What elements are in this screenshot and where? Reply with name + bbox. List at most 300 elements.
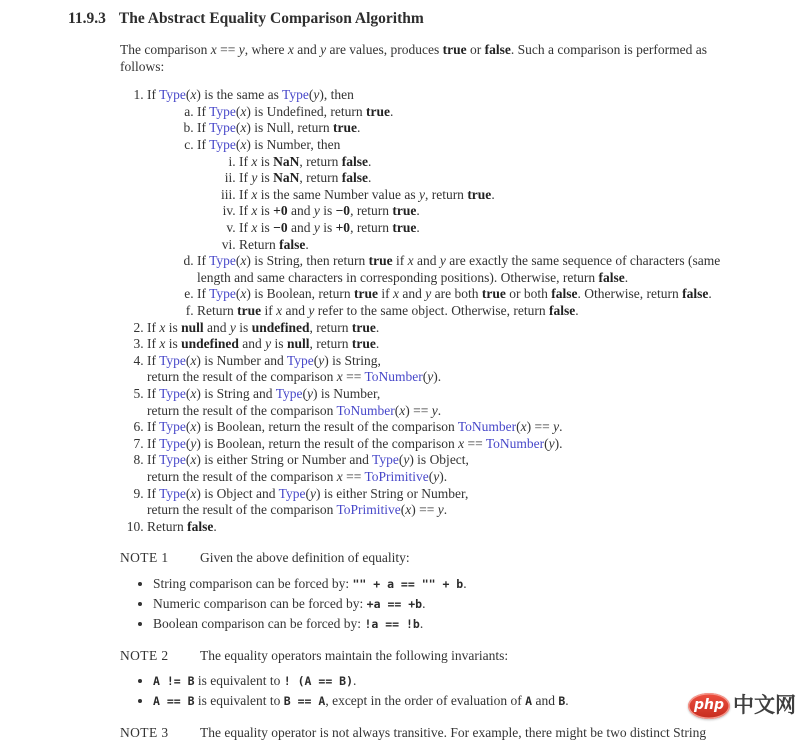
- text-segment: A: [525, 694, 533, 709]
- text-segment: Given the above definition of equality:: [200, 550, 410, 566]
- text-segment: If: [197, 253, 210, 269]
- text-segment: (: [185, 385, 191, 401]
- algorithm-step: [197, 286, 780, 303]
- text-segment: ) is Undefined, return: [246, 103, 367, 119]
- text-segment: length and same characters in corresponding positions). Otherwise, return: [197, 269, 599, 285]
- note-1: [120, 550, 780, 632]
- section-number: 11.9.3: [68, 10, 106, 27]
- text-segment: !a == !b: [364, 617, 420, 632]
- algorithm-step: [197, 303, 780, 320]
- text-segment: ) is Number,: [312, 385, 381, 401]
- text-segment: .: [437, 402, 442, 418]
- text-segment: , return: [350, 203, 393, 219]
- type-link[interactable]: Type: [286, 352, 314, 368]
- algorithm-step: [147, 419, 780, 436]
- text-segment: If: [147, 452, 160, 468]
- algorithm-list: [120, 87, 780, 535]
- type-link[interactable]: Type: [159, 87, 186, 103]
- text-segment: y: [318, 352, 325, 368]
- note-row: [120, 648, 780, 665]
- text-segment: y: [320, 42, 327, 58]
- text-segment: NaN: [273, 170, 300, 186]
- text-segment: (: [400, 502, 406, 518]
- note-bullet: [153, 693, 780, 710]
- text-segment: false: [279, 236, 306, 252]
- algorithm-step: [239, 154, 780, 171]
- text-segment: y: [403, 452, 410, 468]
- text-segment: If: [147, 419, 160, 435]
- text-segment: (: [516, 419, 521, 435]
- text-segment: false: [682, 286, 709, 302]
- text-segment: ) is either String or Number,: [315, 485, 469, 501]
- text-segment: x: [407, 253, 414, 269]
- text-segment: If: [197, 103, 210, 119]
- type-link[interactable]: Type: [159, 485, 186, 501]
- text-segment: ==: [216, 42, 239, 58]
- text-segment: x: [336, 468, 343, 484]
- text-segment: is: [257, 170, 274, 186]
- text-segment: ), then: [319, 87, 354, 103]
- type-link[interactable]: Type: [372, 452, 399, 468]
- text-segment: The comparison: [120, 42, 211, 58]
- algorithm-step: [197, 120, 780, 137]
- text-segment: Numeric comparison can be forced by:: [153, 595, 367, 611]
- text-segment: return the result of the comparison: [147, 402, 337, 418]
- text-segment: is: [257, 153, 274, 169]
- text-segment: is: [319, 220, 336, 235]
- text-segment: true: [351, 336, 376, 352]
- type-link[interactable]: Type: [159, 385, 186, 401]
- text-segment: x: [251, 153, 258, 169]
- text-segment: .: [368, 153, 372, 169]
- text-segment: .: [390, 103, 394, 119]
- text-segment: ) ==: [405, 402, 432, 418]
- text-segment: if: [378, 286, 394, 302]
- text-segment: .: [416, 220, 420, 235]
- type-link[interactable]: Type: [209, 253, 236, 269]
- text-segment: (: [185, 435, 191, 451]
- text-segment: x: [393, 286, 400, 302]
- text-segment: If: [197, 137, 210, 153]
- note-2: [120, 648, 780, 710]
- text-segment: ) is either String or Number and: [196, 452, 373, 468]
- text-segment: are values, produces: [326, 42, 443, 58]
- text-segment: +0: [273, 203, 288, 219]
- note-row: [120, 725, 780, 742]
- algorithm-step: [147, 87, 780, 319]
- section-title: The Abstract Equality Comparison Algorithm: [118, 10, 424, 27]
- text-segment: and: [293, 42, 321, 58]
- text-segment: String comparison can be forced by:: [153, 575, 353, 591]
- text-segment: A != B: [153, 674, 195, 689]
- text-segment: y: [251, 170, 258, 186]
- text-segment: +0: [335, 220, 351, 235]
- text-segment: (: [235, 253, 241, 269]
- text-segment: is: [319, 203, 336, 219]
- text-segment: (: [185, 419, 191, 435]
- text-segment: true: [481, 286, 506, 302]
- algorithm-step: [239, 170, 780, 187]
- text-segment: If: [147, 352, 160, 368]
- algorithm-step: [147, 452, 780, 485]
- algorithm-step: [239, 220, 780, 237]
- text-segment: null: [286, 336, 310, 352]
- text-segment: or both: [505, 286, 552, 302]
- text-segment: If: [239, 203, 252, 219]
- note-label: NOTE 2: [120, 647, 169, 663]
- text-segment: . Such a comparison is performed as: [510, 42, 707, 58]
- text-segment: ==: [342, 369, 365, 385]
- text-segment: or: [466, 42, 485, 58]
- text-segment: true: [333, 120, 358, 136]
- text-segment: If: [239, 220, 252, 235]
- note-bullet-list: [120, 673, 780, 710]
- text-segment: .: [565, 693, 569, 709]
- text-segment: +a == +b: [366, 596, 423, 611]
- tonumber-link[interactable]: ToNumber: [457, 419, 517, 435]
- algorithm-step: [197, 253, 780, 286]
- type-link[interactable]: Type: [159, 419, 186, 435]
- text-segment: x: [458, 435, 465, 451]
- text-segment: y: [425, 286, 432, 302]
- note-bullet: [153, 673, 780, 690]
- text-segment: is: [257, 203, 274, 219]
- type-link[interactable]: Type: [159, 352, 186, 368]
- text-segment: ) is the same as: [196, 87, 283, 103]
- text-segment: true: [467, 186, 492, 202]
- text-segment: ! (A == B): [283, 674, 354, 689]
- text-segment: (: [185, 352, 191, 368]
- text-segment: x: [190, 452, 197, 468]
- text-segment: If: [147, 319, 160, 335]
- algorithm-step: [147, 386, 780, 419]
- type-link[interactable]: Type: [209, 103, 236, 119]
- intro-paragraph: [120, 42, 780, 75]
- text-segment: false: [187, 518, 214, 534]
- text-segment: ==: [464, 435, 486, 451]
- text-segment: x: [240, 137, 247, 153]
- section-heading: [68, 9, 770, 28]
- text-segment: y: [229, 319, 236, 335]
- toprimitive-link[interactable]: ToPrimitive: [336, 502, 401, 518]
- text-segment: ).: [554, 435, 563, 451]
- algorithm-step: [147, 320, 780, 337]
- text-segment: x: [251, 186, 258, 202]
- text-segment: is: [165, 319, 182, 335]
- text-segment: .: [305, 236, 309, 252]
- algorithm-step: [147, 486, 780, 519]
- text-segment: , return: [350, 220, 393, 235]
- text-segment: true: [368, 253, 393, 269]
- text-segment: false: [551, 286, 578, 302]
- algorithm-step: [147, 336, 780, 353]
- text-segment: −0: [273, 220, 288, 235]
- text-segment: −0: [335, 203, 351, 219]
- text-segment: x: [190, 385, 197, 401]
- text-segment: ) is String,: [324, 352, 381, 368]
- text-segment: .: [443, 502, 448, 518]
- text-segment: y: [439, 253, 446, 269]
- text-segment: x: [159, 319, 166, 335]
- text-segment: y: [548, 435, 555, 451]
- text-segment: and: [287, 203, 314, 219]
- text-segment: is the same Number value as: [257, 186, 419, 202]
- text-segment: and: [203, 319, 230, 335]
- text-segment: ) ==: [526, 419, 554, 435]
- text-segment: y: [308, 302, 315, 318]
- text-segment: Return: [197, 302, 238, 318]
- type-link[interactable]: Type: [209, 286, 236, 302]
- text-segment: (: [313, 352, 319, 368]
- note-text: [200, 725, 780, 742]
- text-segment: .: [375, 336, 380, 352]
- text-segment: and: [282, 302, 309, 318]
- text-segment: x: [240, 103, 247, 119]
- text-segment: y: [427, 369, 434, 385]
- text-segment: .: [575, 302, 579, 318]
- algorithm-sublist: [147, 104, 780, 320]
- text-segment: (: [305, 485, 310, 501]
- text-segment: x: [210, 42, 217, 58]
- text-segment: If: [197, 120, 210, 136]
- text-segment: return the result of the comparison: [147, 502, 337, 518]
- note-3: [120, 725, 780, 742]
- text-segment: .: [213, 518, 217, 534]
- type-link[interactable]: Type: [209, 137, 236, 153]
- text-segment: ).: [439, 468, 448, 484]
- type-link[interactable]: Type: [159, 452, 186, 468]
- text-segment: (: [185, 485, 191, 501]
- section-content: [120, 42, 780, 741]
- text-segment: .: [708, 286, 712, 302]
- text-segment: (: [235, 137, 241, 153]
- algorithm-sublist: [197, 154, 780, 254]
- text-segment: x: [240, 286, 247, 302]
- text-segment: and: [287, 220, 314, 235]
- text-segment: B == A: [283, 694, 326, 709]
- type-link[interactable]: Type: [275, 385, 303, 401]
- text-segment: , except in the order of evaluation of: [325, 693, 526, 709]
- text-segment: are both: [431, 286, 482, 302]
- text-segment: .: [419, 616, 424, 632]
- text-segment: .: [375, 319, 380, 335]
- text-segment: y: [553, 419, 560, 435]
- text-segment: "" + a == "" + b: [352, 576, 464, 591]
- text-segment: (: [235, 286, 241, 302]
- text-segment: true: [392, 220, 417, 235]
- text-segment: x: [190, 87, 197, 103]
- text-segment: true: [442, 42, 467, 58]
- text-segment: If: [239, 170, 252, 186]
- text-segment: is: [165, 336, 182, 352]
- text-segment: ) is Number, then: [246, 137, 341, 153]
- text-segment: , return: [299, 170, 342, 186]
- text-segment: false: [341, 170, 368, 186]
- text-segment: If: [147, 435, 160, 451]
- text-segment: true: [351, 319, 376, 335]
- text-segment: Return: [147, 518, 188, 534]
- text-segment: , return: [309, 319, 352, 335]
- text-segment: .: [624, 269, 629, 285]
- text-segment: The equality operator is not always transitive. For example, there might be two distinct String: [200, 724, 707, 740]
- text-segment: y: [238, 42, 245, 58]
- text-segment: y: [313, 87, 320, 103]
- text-segment: (: [428, 468, 434, 484]
- text-segment: y: [265, 336, 272, 352]
- text-segment: ) is Number and: [196, 352, 287, 368]
- text-segment: Return: [239, 236, 280, 252]
- text-segment: x: [190, 352, 197, 368]
- text-segment: y: [313, 203, 320, 219]
- text-segment: y: [418, 186, 425, 202]
- text-segment: y: [306, 385, 313, 401]
- text-segment: x: [336, 369, 343, 385]
- text-segment: x: [520, 419, 527, 435]
- text-segment: true: [354, 286, 379, 302]
- text-segment: false: [598, 269, 625, 285]
- text-segment: y: [190, 435, 197, 451]
- php-logo-icon: php: [688, 693, 730, 719]
- text-segment: ) is Boolean, return: [246, 286, 355, 302]
- text-segment: (: [235, 103, 241, 119]
- text-segment: x: [240, 120, 247, 136]
- text-segment: and: [532, 693, 559, 709]
- text-segment: x: [251, 220, 258, 235]
- tonumber-link[interactable]: ToNumber: [364, 369, 423, 385]
- text-segment: x: [190, 419, 197, 435]
- note-label: NOTE 3: [120, 724, 169, 740]
- algorithm-step: [239, 203, 780, 220]
- text-segment: .: [559, 419, 563, 435]
- note-text: [200, 648, 780, 665]
- text-segment: The equality operators maintain the following invariants:: [200, 647, 509, 663]
- text-segment: and: [413, 253, 440, 269]
- text-segment: ) is Null, return: [246, 120, 334, 136]
- text-segment: x: [276, 302, 283, 318]
- text-segment: A == B: [153, 694, 195, 709]
- text-segment: x: [251, 203, 258, 219]
- watermark: [688, 693, 796, 719]
- text-segment: y: [433, 468, 440, 484]
- text-segment: ==: [342, 468, 365, 484]
- text-segment: and: [399, 286, 426, 302]
- note-bullet-list: [120, 576, 780, 633]
- text-segment: (: [302, 385, 307, 401]
- text-segment: is equivalent to: [194, 673, 284, 689]
- text-segment: ) is Boolean, return the result of the comparison: [196, 419, 458, 435]
- text-segment: x: [240, 253, 247, 269]
- text-segment: If: [147, 336, 160, 352]
- note-label: NOTE 1: [120, 550, 169, 566]
- text-segment: ) ==: [411, 502, 438, 518]
- text-segment: (: [398, 452, 404, 468]
- text-segment: B: [558, 694, 566, 709]
- algorithm-step: [197, 137, 780, 253]
- note-bullet: [153, 616, 780, 633]
- text-segment: follows:: [120, 58, 165, 74]
- text-segment: (: [308, 87, 314, 103]
- text-segment: refer to the same object. Otherwise, return: [314, 302, 550, 318]
- text-segment: return the result of the comparison: [147, 369, 337, 385]
- text-segment: false: [549, 302, 576, 318]
- text-segment: .: [416, 203, 420, 219]
- text-segment: x: [405, 502, 412, 518]
- text-segment: is equivalent to: [194, 693, 284, 709]
- text-segment: undefined: [251, 319, 310, 335]
- text-segment: (: [394, 402, 400, 418]
- text-segment: , return: [424, 186, 468, 202]
- text-segment: false: [341, 153, 368, 169]
- text-segment: x: [159, 336, 166, 352]
- text-segment: (: [235, 120, 241, 136]
- text-segment: is: [257, 220, 274, 235]
- algorithm-step: [239, 187, 780, 204]
- text-segment: If: [147, 87, 160, 103]
- text-segment: , return: [299, 153, 342, 169]
- text-segment: ) is String, then return: [246, 253, 369, 269]
- text-segment: is: [271, 336, 287, 352]
- text-segment: (: [185, 452, 191, 468]
- text-segment: y: [313, 220, 320, 235]
- algorithm-step: [147, 353, 780, 386]
- tonumber-link[interactable]: ToNumber: [336, 402, 395, 418]
- type-link[interactable]: Type: [282, 87, 309, 103]
- text-segment: , where: [244, 42, 288, 58]
- text-segment: ) is Object,: [409, 452, 469, 468]
- text-segment: y: [431, 402, 438, 418]
- text-segment: .: [357, 120, 361, 136]
- toprimitive-link[interactable]: ToPrimitive: [364, 468, 429, 484]
- text-segment: are exactly the same sequence of characters (same: [445, 253, 721, 269]
- text-segment: .: [353, 673, 357, 689]
- text-segment: (: [544, 435, 549, 451]
- algorithm-step: [239, 237, 780, 254]
- text-segment: is: [235, 319, 252, 335]
- text-segment: true: [237, 302, 262, 318]
- watermark-site-name: 中文网: [733, 693, 796, 718]
- text-segment: NaN: [273, 153, 300, 169]
- text-segment: If: [147, 485, 160, 501]
- text-segment: If: [239, 186, 252, 202]
- text-segment: . Otherwise, return: [577, 286, 683, 302]
- text-segment: undefined: [181, 336, 239, 352]
- text-segment: true: [366, 103, 391, 119]
- text-segment: x: [190, 485, 197, 501]
- algorithm-step: [147, 519, 780, 536]
- text-segment: ) is String and: [196, 385, 276, 401]
- text-segment: and: [238, 336, 266, 352]
- text-segment: Boolean comparison can be forced by:: [153, 616, 365, 632]
- text-segment: null: [181, 319, 204, 335]
- text-segment: ) is Object and: [196, 485, 279, 501]
- text-segment: return the result of the comparison: [147, 468, 337, 484]
- text-segment: false: [484, 42, 511, 58]
- type-link[interactable]: Type: [209, 120, 236, 136]
- text-segment: ).: [433, 369, 442, 385]
- text-segment: (: [185, 87, 191, 103]
- tonumber-link[interactable]: ToNumber: [485, 435, 545, 451]
- text-segment: If: [239, 153, 252, 169]
- text-segment: y: [437, 502, 444, 518]
- text-segment: x: [287, 42, 294, 58]
- type-link[interactable]: Type: [278, 485, 306, 501]
- algorithm-step: [147, 436, 780, 453]
- notes-container: [120, 550, 780, 741]
- text-segment: .: [463, 575, 467, 591]
- type-link[interactable]: Type: [159, 435, 186, 451]
- text-segment: , return: [309, 336, 352, 352]
- text-segment: .: [491, 186, 495, 202]
